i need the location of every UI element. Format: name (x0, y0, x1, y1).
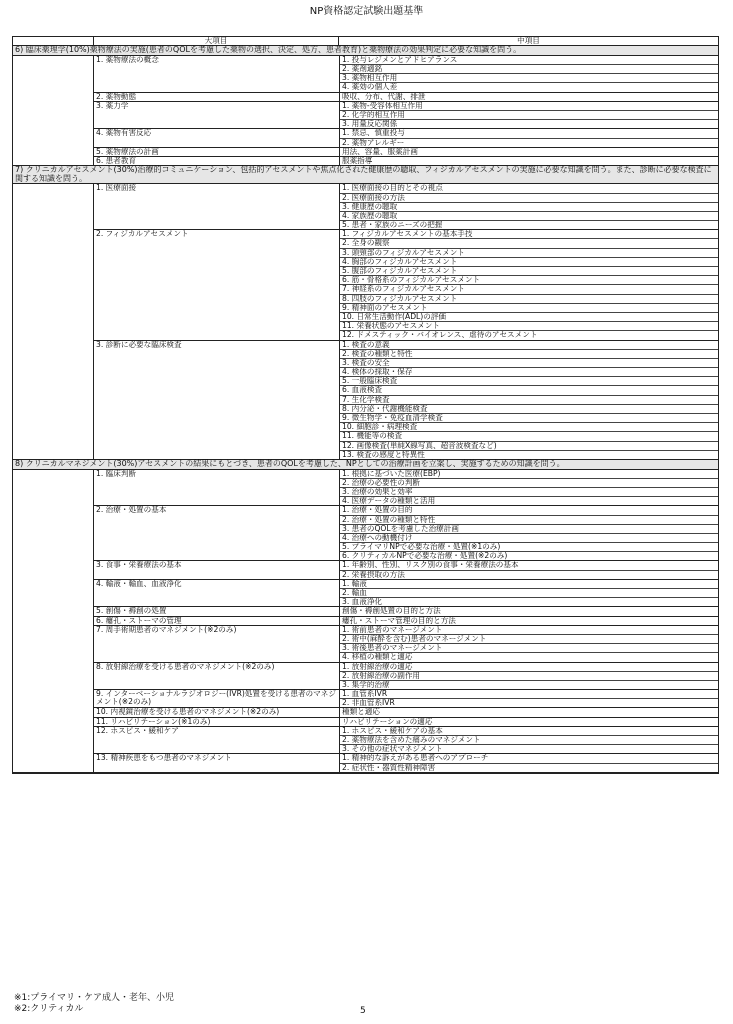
middle-item: 1. 医療面接の目的とその視点 (340, 184, 718, 193)
table-row (94, 56, 718, 93)
major-item: 7. 周手術期患者のマネジメント(※2のみ) (96, 624, 237, 634)
table-row (94, 561, 718, 579)
middle-item-list (339, 184, 718, 229)
page-number: 5 (360, 1006, 366, 1016)
middle-item: 2. 検査の種類と特性 (340, 350, 718, 359)
section-body (13, 56, 718, 166)
middle-item: 13. 検査の感度と特異性 (342, 450, 425, 459)
major-item: 3. 薬力学 (96, 100, 129, 110)
middle-item: 瘻孔・ストーマ管理の目的と方法 (342, 616, 456, 625)
header-middle: 中項目 (338, 37, 718, 45)
middle-item-list (339, 663, 718, 690)
middle-item: 3. 治療の効果と効率 (340, 488, 718, 497)
table-row (94, 470, 718, 507)
middle-item: 1. フィジカルアセスメントの基本手技 (340, 230, 718, 239)
table-row (94, 341, 718, 459)
middle-item: 3. 患者のQOLを考慮した治療計画 (340, 525, 718, 534)
middle-item: 3. 術後患者のマネージメント (340, 644, 718, 653)
table-row (94, 626, 718, 663)
table-row (94, 690, 718, 708)
table-row (94, 184, 718, 230)
middle-item: 2. 薬物療法を含めた痛みのマネジメント (340, 736, 718, 745)
middle-item: 11. 栄養状態のアセスメント (340, 322, 718, 331)
middle-item: 9. 精神面のアセスメント (340, 304, 718, 313)
table-row (94, 506, 718, 561)
middle-item: 1. 投与レジメンとアドヒアランス (340, 56, 718, 65)
middle-item-list (339, 617, 718, 625)
major-item: 3. 診断に必要な臨床検査 (96, 339, 182, 349)
section-left-cell (13, 184, 93, 459)
middle-item: 6. 筋・骨格系のフィジカルアセスメント (340, 276, 718, 285)
middle-item-list (339, 626, 718, 662)
major-item: 2. フィジカルアセスメント (96, 229, 189, 239)
middle-item: 10. 日常生活動作(ADL)の評価 (340, 313, 718, 322)
table-row (94, 663, 718, 691)
middle-item-list (339, 506, 718, 560)
table-row (94, 129, 718, 147)
middle-item: 6. 血液検査 (340, 386, 718, 395)
middle-item: 4. 治療への動機付け (340, 534, 718, 543)
middle-item: 4. 検体の採取・保存 (340, 368, 718, 377)
major-item: 13. 精神疾患をもつ患者のマネジメント (96, 753, 232, 763)
middle-item-list (339, 129, 718, 146)
page-title: NP資格認定試験出題基準 (309, 6, 424, 17)
major-item: 1. 薬物療法の概念 (96, 54, 159, 64)
section-body (13, 470, 718, 773)
middle-item: 4. 胸部のフィジカルアセスメント (340, 258, 718, 267)
middle-item: 12. ドメスティック・バイオレンス、虐待のアセスメント (342, 331, 538, 340)
middle-item: 8. 四肢のフィジカルアセスメント (340, 295, 718, 304)
middle-item-list (339, 341, 718, 459)
middle-item-list (339, 607, 718, 615)
middle-item-list (339, 230, 718, 339)
major-item: 1. 臨床判断 (96, 468, 137, 478)
major-item: 5. 創傷・褥創の処置 (96, 606, 167, 616)
major-item: 5. 薬物療法の計画 (96, 146, 159, 156)
middle-item: 3. 集学的治療 (342, 680, 390, 689)
middle-item-list (339, 148, 718, 156)
footnotes (14, 993, 174, 1015)
middle-item-list (339, 708, 718, 716)
middle-item: 吸収、分布、代謝、排泄 (342, 92, 426, 101)
major-item: 12. ホスピス・緩和ケア (96, 725, 179, 735)
middle-item: 2. 輸血 (340, 589, 718, 598)
major-item: 6. 患者教育 (96, 155, 137, 165)
section-body (13, 184, 718, 460)
section-left-cell (13, 470, 93, 772)
header-blank-cell (13, 37, 93, 45)
middle-item: 3. その他の症状マネジメント (342, 745, 443, 754)
footnote: ※2:クリティカル (14, 1003, 84, 1014)
middle-item-list (339, 718, 718, 726)
middle-item: 1. 精神的な訴えがある患者へのアプローチ (340, 754, 718, 763)
group-list (93, 184, 718, 459)
middle-item: 2. 全身の観察 (340, 239, 718, 248)
middle-item: 2. 放射線治療の副作用 (340, 672, 718, 681)
middle-item: 1. 根拠に基づいた医療(EBP) (340, 470, 718, 479)
table-row (94, 230, 718, 340)
middle-item: リハビリテーションの適応 (342, 717, 433, 726)
major-item: 4. 薬物有害反応 (96, 128, 152, 138)
middle-item-list (339, 690, 718, 707)
major-item: 11. リハビリテーション(※1のみ) (96, 716, 211, 726)
table-row (94, 580, 718, 608)
middle-item: 8. 内分泌・代謝機能検査 (340, 405, 718, 414)
major-item: 8. 放射線治療を受ける患者のマネジメント(※2のみ) (96, 661, 275, 671)
middle-item: 4. 薬効の個人差 (342, 83, 398, 92)
table-row (94, 157, 718, 165)
table-row (94, 718, 718, 727)
middle-item: 1. 薬物-受容体相互作用 (340, 102, 718, 111)
middle-item: 6. クリティカルNPで必要な治療・処置(※2のみ) (342, 552, 508, 561)
middle-item: 10. 細胞診・病理検査 (340, 423, 718, 432)
middle-item: 1. 輸液 (340, 580, 718, 589)
major-item: 4. 輸液・輸血、血液浄化 (96, 578, 182, 588)
middle-item: 1. ホスピス・緩和ケアの基本 (340, 727, 718, 736)
middle-item: 創傷・褥創処置の目的と方法 (342, 607, 441, 616)
footnote: ※1:プライマリ・ケア成人・老年、小児 (14, 993, 175, 1003)
middle-item: 服薬指導 (342, 156, 373, 165)
middle-item: 2. 術中(麻酔を含む)患者のマネージメント (340, 635, 718, 644)
middle-item-list (339, 157, 718, 165)
middle-item-list (339, 56, 718, 92)
middle-item: 4. 家族歴の聴取 (340, 212, 718, 221)
middle-item: 4. 医療データの種類と活用 (342, 497, 436, 506)
table-row (94, 102, 718, 130)
middle-item: 1. 検査の意義 (340, 341, 718, 350)
middle-item: 1. 血管系IVR (340, 690, 718, 699)
group-list (93, 470, 718, 772)
middle-item: 2. 医療面接の方法 (340, 194, 718, 203)
table-row (94, 754, 718, 771)
middle-item-list (339, 93, 718, 101)
major-item: 9. インターベーショナルラジオロジー(IVR)処置を受ける患者のマネジメント(※2のみ) (96, 689, 336, 707)
major-item: 1. 医療面接 (96, 183, 137, 193)
major-item: 10. 内視鏡治療を受ける患者のマネジメント(※2のみ) (96, 707, 280, 717)
middle-item: 2. 症状性・器質性精神障害 (342, 763, 436, 772)
middle-item-list (339, 102, 718, 129)
middle-item-list (339, 754, 718, 771)
middle-item-list (339, 727, 718, 754)
middle-item-list (339, 470, 718, 506)
major-item: 2. 治療・処置の基本 (96, 505, 167, 515)
table-row (94, 93, 718, 102)
section-title: 7) クリニカルアセスメント(30%)治療的コミュニケーション、包括的アセスメントや焦点化された健康歴の聴取、フィジカルアセスメントの実施に必要な知識を問う。また、診断に必要な検査に関する知識を問う。 (13, 166, 718, 184)
criteria-table (12, 36, 719, 774)
middle-item: 2. 薬物アレルギー (342, 138, 405, 147)
table-row (94, 607, 718, 616)
middle-item: 12. 画像検査(単純X線写真、超音波検査など) (340, 442, 718, 451)
middle-item: 1. 放射線治療の適応 (340, 663, 718, 672)
middle-item: 2. 治療・処置の種類と特性 (340, 516, 718, 525)
middle-item: 2. 栄養摂取の方法 (342, 570, 405, 579)
middle-item: 種類と適応 (342, 708, 380, 717)
header-major: 大項目 (93, 37, 338, 45)
middle-item: 2. 非血管系IVR (342, 699, 395, 708)
middle-item: 3. 健康歴の聴取 (340, 203, 718, 212)
middle-item: 9. 微生物学・免疫血清学検査 (340, 414, 718, 423)
middle-item: 2. 薬剤適銘 (340, 65, 718, 74)
middle-item-list (339, 561, 718, 578)
middle-item: 5. 腹部のフィジカルアセスメント (340, 267, 718, 276)
middle-item: 1. 術前患者のマネージメント (340, 626, 718, 635)
middle-item: 5. 患者・家族のニーズの把握 (342, 221, 443, 230)
section-left-cell (13, 56, 93, 165)
middle-item: 4. 移植の種類と適応 (342, 653, 413, 662)
middle-item-list (339, 580, 718, 607)
middle-item: 1. 年齢別、性別、リスク別の食事・栄養療法の基本 (340, 561, 718, 570)
middle-item: 7. 生化学検査 (340, 396, 718, 405)
middle-item: 3. 頭頸部のフィジカルアセスメント (340, 249, 718, 258)
section-title: 8) クリニカルマネジメント(30%)アセスメントの結果にもとづき、患者のQOLを考慮した、NPとしての治療計画を立案し、実施するための知識を問う。 (13, 460, 718, 470)
middle-item: 用法、容量、服薬計画 (342, 147, 418, 156)
middle-item: 5. プライマリNPで必要な治療・処置(※1のみ) (340, 543, 718, 552)
table-row (94, 148, 718, 157)
middle-item: 2. 治療の必要性の判断 (340, 479, 718, 488)
middle-item: 2. 化学的相互作用 (340, 111, 718, 120)
middle-item: 1. 治療・処置の目的 (340, 506, 718, 515)
middle-item: 3. 用量反応関係 (342, 120, 398, 129)
table-row (94, 727, 718, 755)
major-item: 3. 食事・栄養療法の基本 (96, 560, 182, 570)
middle-item: 1. 禁忌、慎重投与 (340, 129, 718, 138)
middle-item: 3. 薬物相互作用 (340, 74, 718, 83)
middle-item: 5. 一般臨床検査 (340, 377, 718, 386)
middle-item: 7. 神経系のフィジカルアセスメント (340, 285, 718, 294)
major-item: 6. 瘻孔・ストーマの管理 (96, 615, 182, 625)
middle-item: 3. 検査の安全 (340, 359, 718, 368)
group-list (93, 56, 718, 165)
middle-item: 3. 血液浄化 (342, 598, 383, 607)
major-item: 2. 薬物動態 (96, 91, 137, 101)
middle-item: 11. 機能等の検査 (340, 432, 718, 441)
section-title: 6) 臨床薬理学(10%)薬物療法の実施(患者のQOLを考慮した薬物の選択、決定、処方、患者教育)と薬物療法の効果判定に必要な知識を問う。 (13, 46, 718, 56)
